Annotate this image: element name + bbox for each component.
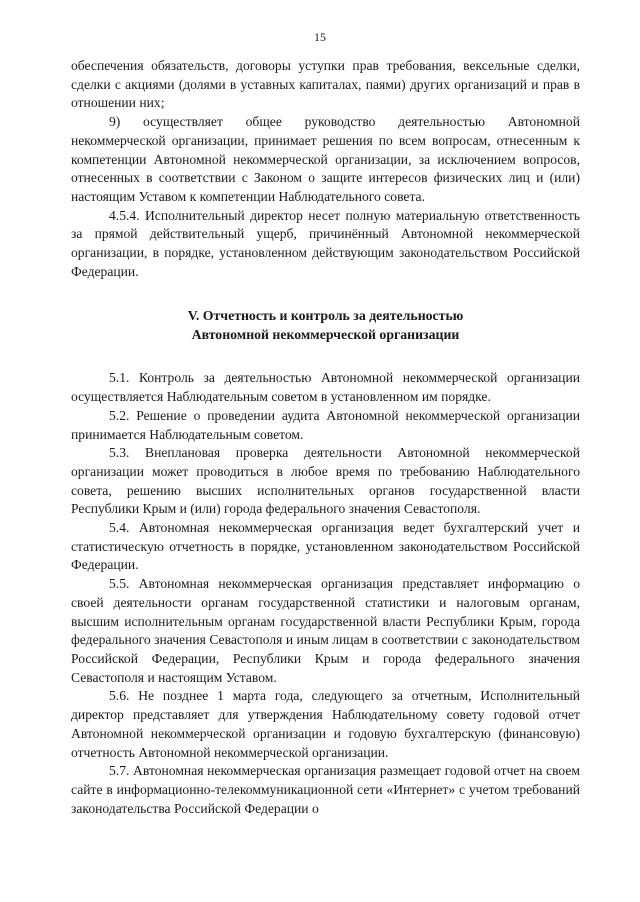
paragraph-5-3: 5.3. Внеплановая проверка деятельности Автономной некоммерческой организации может проводиться в любое время по требованию Наблюдательного совета, решению высших исполнительных органов государственной власти Республики Крым и (или) города федерального значения Севастополя. bbox=[71, 445, 580, 517]
section-heading-line-1: V. Отчетность и контроль за деятельностью bbox=[187, 308, 464, 324]
document-body bbox=[71, 57, 580, 818]
paragraph-5-6: 5.6. Не позднее 1 марта года, следующего за отчетным, Исполнительный директор представляет для утверждения Наблюдательному совету годовой отчет Автономной некоммерческой организации и годовую бухгалтерскую (финансовую) отчетность Автономной некоммерческой организации. bbox=[71, 688, 580, 760]
section-heading-line-2: Автономной некоммерческой организации bbox=[191, 327, 460, 343]
paragraph-5-5: 5.5. Автономная некоммерческая организация представляет информацию о своей деятельности органам государственной статистики и налоговым органам, высшим исполнительным органам государственной власти Республики Крым, города федерального значения Севастополя и иным лицам в соответствии с законодательством Российской Федерации, Республики Крым и города федерального значения Севастополя и настоящим Уставом. bbox=[71, 576, 580, 685]
paragraph-4-5-4: 4.5.4. Исполнительный директор несет полную материальную ответственность за прямой действительный ущерб, причинённый Автономной некоммерческой организации, в порядке, установленном действующим законодательством Российской Федерации. bbox=[71, 207, 580, 279]
paragraph-5-7: 5.7. Автономная некоммерческая организация размещает годовой отчет на своем сайте в информационно-телекоммуникационной сети «Интернет» с учетом требований законодательства Российской Федерации о bbox=[71, 763, 580, 816]
paragraph-5-1: 5.1. Контроль за деятельностью Автономной некоммерческой организации осуществляется Наблюдательным советом в установленном им порядке. bbox=[71, 370, 580, 405]
paragraph-5-2: 5.2. Решение о проведении аудита Автономной некоммерческой организации принимается Наблюдательным советом. bbox=[71, 407, 580, 442]
paragraph-5-4: 5.4. Автономная некоммерческая организация ведет бухгалтерский учет и статистическую отчетность в порядке, установленном законодательством Российской Федерации. bbox=[71, 520, 580, 573]
paragraph-item-9: 9) осуществляет общее руководство деятельностью Автономной некоммерческой организации, принимает решения по всем вопросам, отнесенным к компетенции Автономной некоммерческой организации, за исключением вопросов, отнесенных в соответствии с Законом о защите интересов физических лиц и (или) настоящим Уставом к компетенции Наблюдательного совета. bbox=[71, 114, 580, 204]
section-heading bbox=[71, 306, 580, 344]
page-number: 15 bbox=[314, 30, 326, 44]
paragraph-continuation: обеспечения обязательств, договоры уступки прав требования, вексельные сделки, сделки с акциями (долями в уставных капиталах, паями) других организаций и прав в отношении них; bbox=[71, 58, 580, 111]
